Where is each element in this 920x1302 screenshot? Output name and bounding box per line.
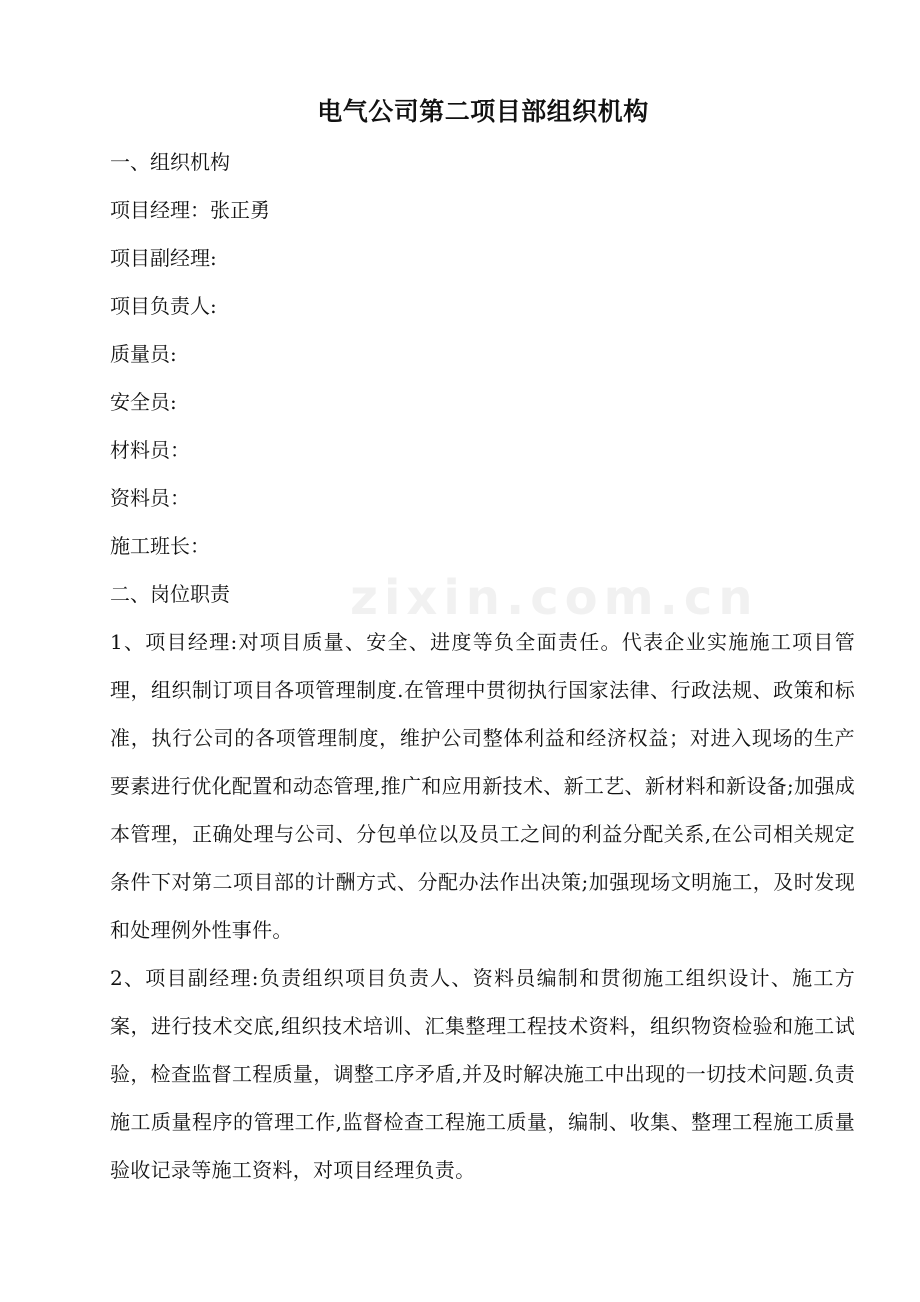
document-title: 电气公司第二项目部组织机构 [317, 97, 649, 126]
roster-records-officer: 资料员： [110, 486, 190, 510]
roster-materials-officer: 材料员： [110, 438, 190, 462]
roster-quality-officer: 质量员: [110, 342, 177, 366]
duty-paragraph-deputy-manager: 2、项目副经理:负责组织项目负责人、资料员编制和贯彻施工组织设计、施工方案，进行技术交底,组织技术培训、汇集整理工程技术资料，组织物资检验和施工试验，检查监督工程质量，调整工序矛盾,并及时解决施工中出现的一切技术问题.负责施工质量程序的管理工作,监督检查工程施工质量，编制、收集、整理工程施工质量验收记录等施工资料，对项目经理负责。 [110, 966, 855, 1182]
roster-deputy-manager: 项目副经理: [110, 246, 217, 270]
section-heading-organization: 一、组织机构 [110, 150, 230, 174]
section-heading-duties: 二、岗位职责 [110, 582, 230, 606]
roster-safety-officer: 安全员: [110, 390, 177, 414]
roster-project-lead: 项目负责人: [110, 294, 217, 318]
roster-project-manager: 项目经理：张正勇 [110, 198, 270, 222]
duty-paragraph-project-manager: 1、项目经理:对项目质量、安全、进度等负全面责任。代表企业实施施工项目管理，组织制订项目各项管理制度.在管理中贯彻执行国家法律、行政法规、政策和标准，执行公司的各项管理制度，维护公司整体利益和经济权益；对进入现场的生产要素进行优化配置和动态管理,推广和应用新技术、新工艺、新材料和新设备;加强成本管理，正确处理与公司、分包单位以及员工之间的利益分配关系,在公司相关规定条件下对第二项目部的计酬方式、分配办法作出决策;加强现场文明施工，及时发现和处理例外性事件。 [110, 630, 855, 942]
watermark: zixin.com.cn [350, 570, 759, 626]
roster-team-leader: 施工班长： [110, 534, 210, 558]
